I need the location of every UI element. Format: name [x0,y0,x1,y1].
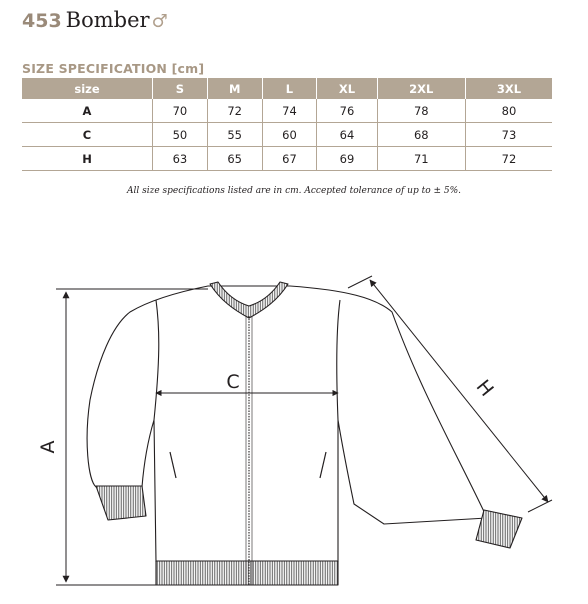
header-cell-size: size [22,78,153,99]
table-cell: 55 [207,123,262,147]
table-cell: 67 [262,147,317,171]
header-cell-m: M [207,78,262,99]
table-cell: 68 [377,123,465,147]
header-cell-2xl: 2XL [377,78,465,99]
jacket-body [87,286,487,562]
header-cell-s: S [153,78,208,99]
male-symbol-icon: ♂ [151,11,168,32]
table-cell: 73 [465,123,552,147]
label-a: A [37,440,59,454]
table-cell: 80 [465,99,552,123]
label-h: H [471,375,498,401]
left-cuff [96,486,146,520]
table-cell: 72 [207,99,262,123]
waistband [156,561,338,585]
header-cell-xl: XL [317,78,377,99]
row-label: C [22,123,153,147]
product-name: Bomber [65,8,150,32]
table-cell: 72 [465,147,552,171]
row-label: A [22,99,153,123]
table-cell: 64 [317,123,377,147]
table-cell: 50 [153,123,208,147]
product-number: 453 [22,10,62,32]
table-cell: 63 [153,147,208,171]
table-cell: 76 [317,99,377,123]
table-cell: 70 [153,99,208,123]
right-cuff [476,510,522,548]
size-spec-heading: SIZE SPECIFICATION [cm] [22,61,205,76]
table-cell: 78 [377,99,465,123]
table-cell: 65 [207,147,262,171]
tolerance-note: All size specifications listed are in cm. Accepted tolerance of up to ± 5%. [126,186,462,196]
header-cell-l: L [262,78,317,99]
row-label: H [22,147,153,171]
table-cell: 74 [262,99,317,123]
table-cell: 71 [377,147,465,171]
header-cell-3xl: 3XL [465,78,552,99]
label-c: C [226,371,240,393]
table-cell: 60 [262,123,317,147]
table-cell: 69 [317,147,377,171]
